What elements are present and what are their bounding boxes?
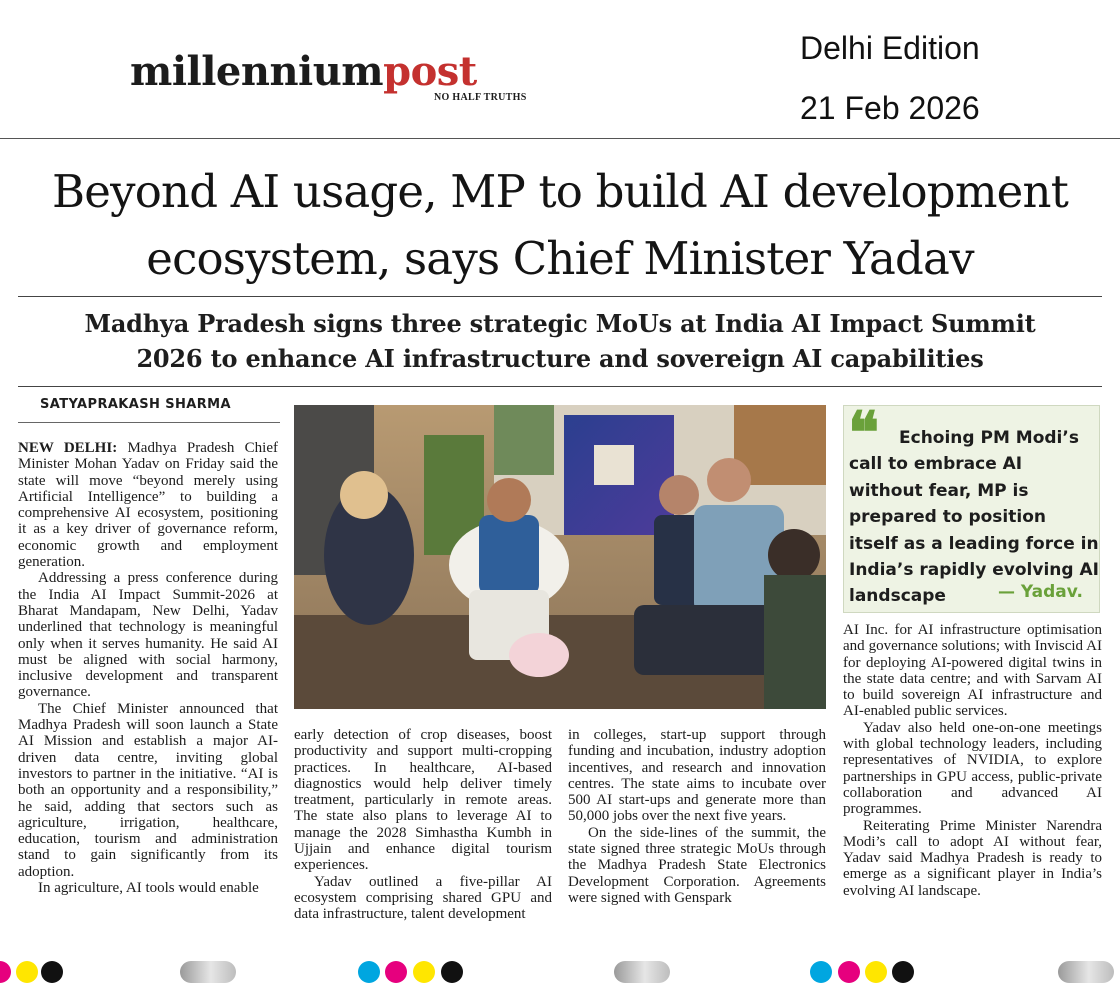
headline-line-1: Beyond AI usage, MP to build AI development xyxy=(52,165,1068,218)
paragraph: Reiterating Prime Minister Narendra Modi’s call to adopt AI without fear, Yadav said Madhya Pradesh is ready to emerge as a significant player in India’s evolving AI landscape. xyxy=(843,817,1102,899)
pull-quote-attribution: — Yadav. xyxy=(998,582,1083,602)
registration-gray-bar xyxy=(614,961,670,983)
registration-gray-bar xyxy=(180,961,236,983)
paragraph xyxy=(18,440,278,570)
article-column-4 xyxy=(843,622,1102,899)
registration-dot-cyan xyxy=(810,961,832,983)
paragraph: In agriculture, AI tools would enable xyxy=(38,880,259,897)
subheadline-divider xyxy=(18,386,1102,387)
logo-main: millennium xyxy=(130,48,384,95)
registration-dot-magenta xyxy=(838,961,860,983)
dateline: NEW DELHI: xyxy=(18,440,118,456)
byline: SATYAPRAKASH SHARMA xyxy=(40,397,231,412)
registration-dot-black xyxy=(41,961,63,983)
registration-dot-magenta xyxy=(385,961,407,983)
article-column-1 xyxy=(18,440,278,896)
paragraph: On the side-lines of the summit, the state signed three strategic MoUs through the Madhya Pradesh State Electronics Development Corporation. Agreements were signed with Genspark xyxy=(568,824,826,906)
paragraph: AI Inc. for AI infrastructure optimisation and governance solutions; with Inviscid AI for deploying AI-powered digital twins in the state data centre; and with Sarvam AI to build sovereign AI infrastructure and AI-enabled public services. xyxy=(843,622,1102,720)
registration-dot-black xyxy=(441,961,463,983)
article-column-3 xyxy=(568,727,826,906)
paragraph: early detection of crop diseases, boost productivity and support multi-cropping practices. In healthcare, AI-based diagnostics would help deliver timely treatment, particularly in remote areas. The state also plans to leverage AI to manage the 2028 Simhastha Kumbh in Ujjain and enhance digital tourism experiences. xyxy=(294,727,552,874)
paragraph-text: Madhya Pradesh Chief Minister Mohan Yadav on Friday said the state will move “beyond merely using Artificial Intelligence” to building a comprehensive AI ecosystem, positioning it as a key driver of governance reform, economic growth and employment generation. xyxy=(18,440,278,571)
publication-date: 21 Feb 2026 xyxy=(800,90,980,126)
registration-dot-cyan xyxy=(358,961,380,983)
pull-quote-text: Echoing PM Modi’s call to embrace AI without fear, MP is prepared to position itself as a leading force in India’s rapidly evolving AI landscape xyxy=(849,428,1099,607)
paragraph: Yadav also held one-on-one meetings with global technology leaders, including representatives of NVIDIA, to explore partnerships in GPU access, public-private collaboration and advanced AI programmes. xyxy=(843,719,1102,818)
paragraph: Addressing a press conference during the India AI Impact Summit-2026 at Bharat Mandapam, New Delhi, Yadav underlined that technology is meaningful only when it serves humanity. He said AI must be aligned with social harmony, inclusive development and transparent governance. xyxy=(18,570,278,701)
paragraph: The Chief Minister announced that Madhya Pradesh will soon launch a State AI Mission and establish a major AI-driven data centre, inviting global investors to partner in the initiative. “AI is both an opportunity and a responsibility,” he said, adding that sectors such as agriculture, irrigation, healthcare, education, tourism and administration stand to gain significantly from its adoption. xyxy=(18,700,278,880)
news-photo xyxy=(294,405,826,709)
paragraph: in colleges, start-up support through funding and incubation, industry adoption incentives, and research and innovation centres. The state aims to incubate over 500 AI start-ups and generate more than 50,000 jobs over the next five years. xyxy=(568,727,826,825)
registration-dot-yellow xyxy=(865,961,887,983)
logo-accent: post xyxy=(383,48,477,95)
subheadline-line-1: Madhya Pradesh signs three strategic MoUs at India AI Impact Summit xyxy=(84,309,1036,338)
newspaper-logo xyxy=(130,48,477,95)
paragraph: Yadav outlined a five-pillar AI ecosystem comprising shared GPU and data infrastructure, talent development xyxy=(294,873,552,923)
edition-label: Delhi Edition xyxy=(800,30,980,66)
quote-mark-icon: ❝ xyxy=(848,399,880,467)
headline xyxy=(0,158,1120,292)
registration-dot-black xyxy=(892,961,914,983)
subheadline-line-2: 2026 to enhance AI infrastructure and sovereign AI capabilities xyxy=(136,344,984,373)
logo-tagline: NO HALF TRUTHS xyxy=(434,92,527,103)
registration-dot-yellow xyxy=(413,961,435,983)
byline-divider xyxy=(18,422,280,423)
article-column-2 xyxy=(294,727,552,923)
subheadline xyxy=(0,306,1120,376)
headline-divider xyxy=(18,296,1102,297)
registration-dot-magenta xyxy=(0,961,11,983)
registration-dot-yellow xyxy=(16,961,38,983)
photo-illustration xyxy=(294,405,826,709)
masthead-divider xyxy=(0,138,1120,139)
headline-line-2: ecosystem, says Chief Minister Yadav xyxy=(146,232,974,285)
registration-gray-bar xyxy=(1058,961,1114,983)
